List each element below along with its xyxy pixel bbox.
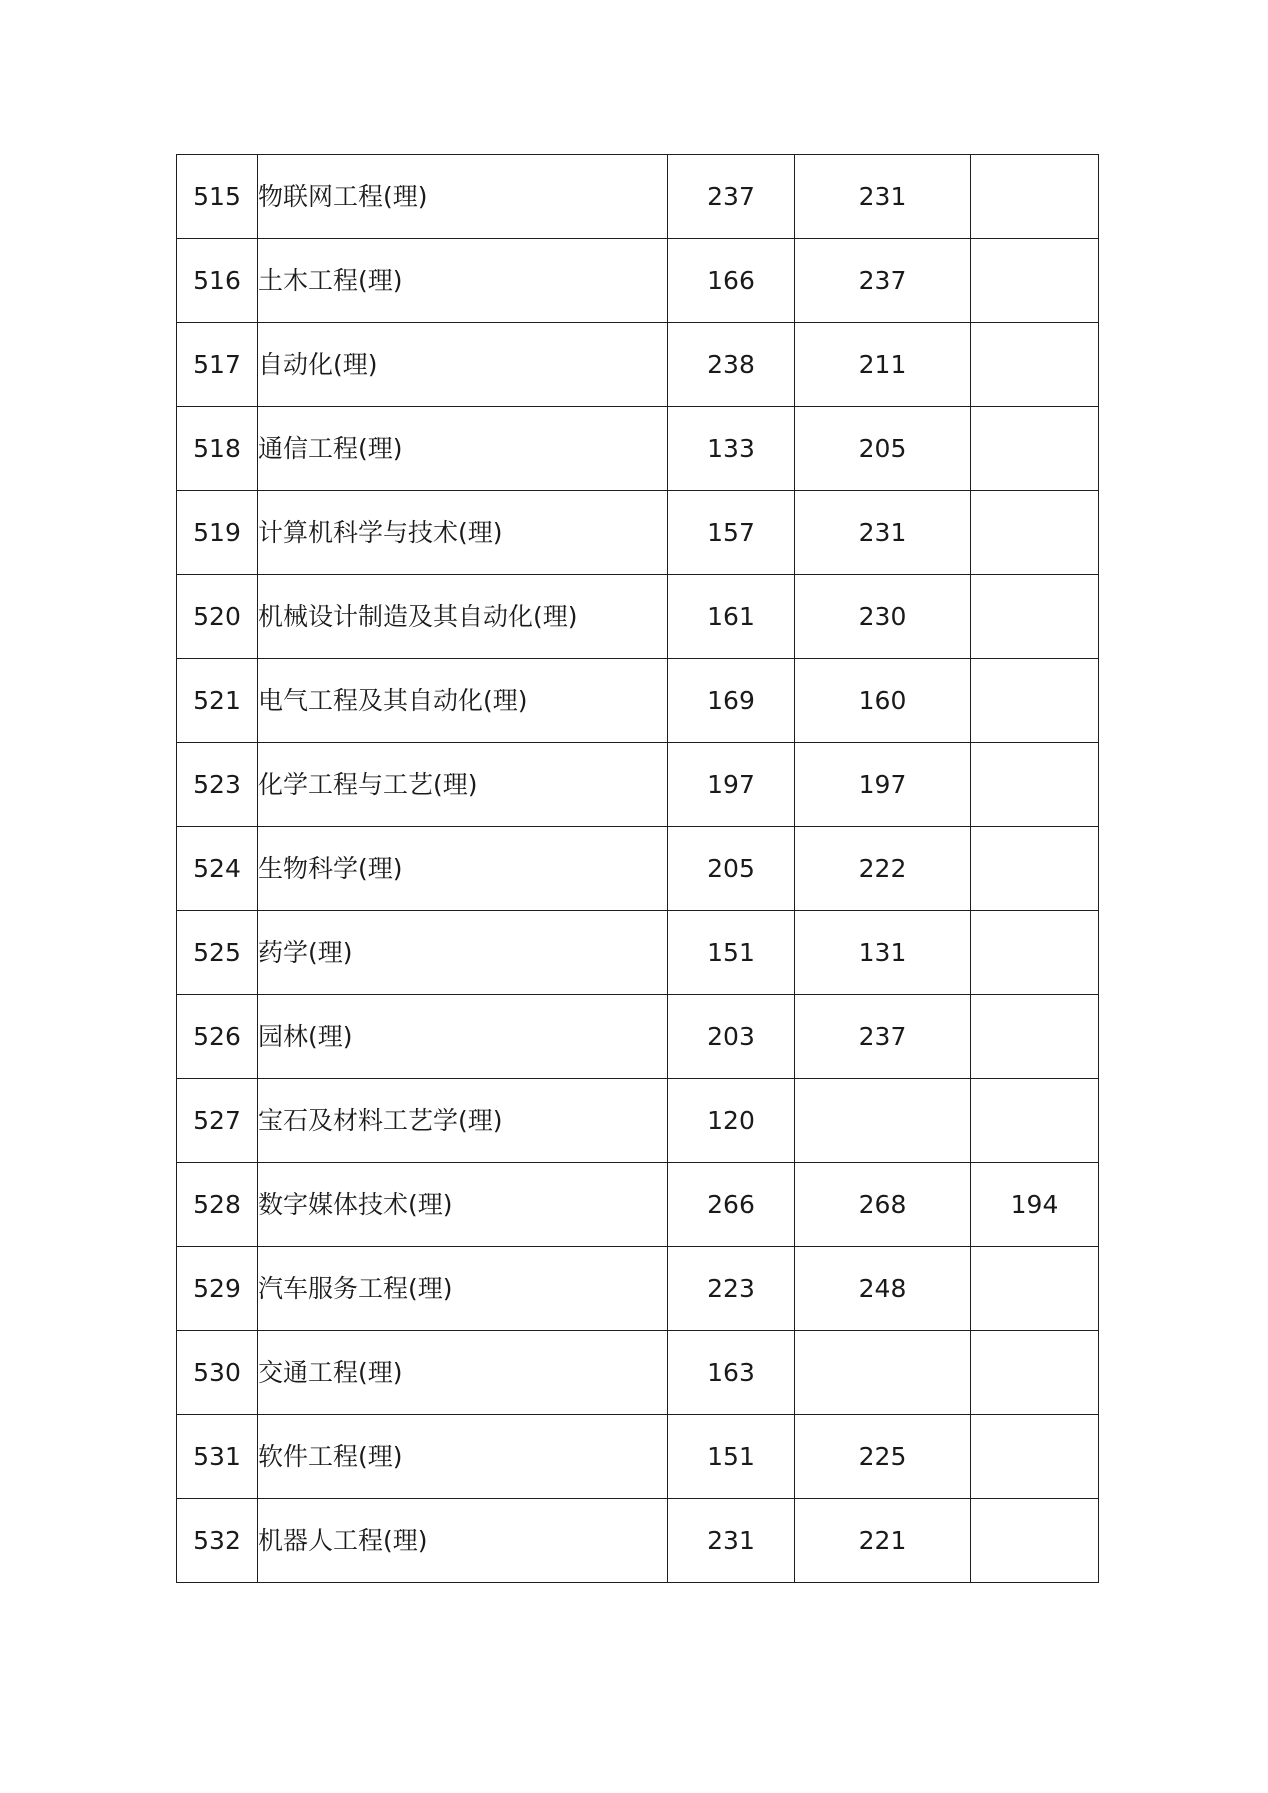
major-name-cell: 电气工程及其自动化(理) xyxy=(258,659,668,743)
table-row xyxy=(177,323,1099,407)
score-2-cell: 160 xyxy=(795,659,971,743)
score-3-cell xyxy=(971,323,1099,407)
major-code-cell: 527 xyxy=(177,1079,258,1163)
score-1-cell: 238 xyxy=(668,323,795,407)
score-3-cell xyxy=(971,827,1099,911)
table-row xyxy=(177,239,1099,323)
table-row xyxy=(177,1079,1099,1163)
score-3-cell xyxy=(971,575,1099,659)
score-1-cell: 161 xyxy=(668,575,795,659)
score-2-cell: 222 xyxy=(795,827,971,911)
score-table xyxy=(176,154,1099,1583)
major-code-cell: 523 xyxy=(177,743,258,827)
major-name-cell: 生物科学(理) xyxy=(258,827,668,911)
score-3-cell xyxy=(971,1079,1099,1163)
score-1-cell: 169 xyxy=(668,659,795,743)
major-code-cell: 524 xyxy=(177,827,258,911)
major-code-cell: 515 xyxy=(177,155,258,239)
major-code-cell: 518 xyxy=(177,407,258,491)
score-3-cell xyxy=(971,155,1099,239)
major-code-cell: 517 xyxy=(177,323,258,407)
score-2-cell: 225 xyxy=(795,1415,971,1499)
score-1-cell: 203 xyxy=(668,995,795,1079)
score-1-cell: 133 xyxy=(668,407,795,491)
table-row xyxy=(177,827,1099,911)
major-name-cell: 软件工程(理) xyxy=(258,1415,668,1499)
major-name-cell: 自动化(理) xyxy=(258,323,668,407)
score-1-cell: 266 xyxy=(668,1163,795,1247)
score-3-cell xyxy=(971,491,1099,575)
major-name-cell: 机器人工程(理) xyxy=(258,1499,668,1583)
major-name-cell: 宝石及材料工艺学(理) xyxy=(258,1079,668,1163)
table-row xyxy=(177,743,1099,827)
major-name-cell: 汽车服务工程(理) xyxy=(258,1247,668,1331)
score-2-cell: 237 xyxy=(795,995,971,1079)
score-2-cell: 221 xyxy=(795,1499,971,1583)
score-3-cell xyxy=(971,911,1099,995)
major-code-cell: 519 xyxy=(177,491,258,575)
score-table-body xyxy=(177,155,1099,1583)
table-row xyxy=(177,911,1099,995)
score-2-cell: 197 xyxy=(795,743,971,827)
table-row xyxy=(177,1499,1099,1583)
score-3-cell xyxy=(971,659,1099,743)
table-row xyxy=(177,1247,1099,1331)
score-3-cell xyxy=(971,1415,1099,1499)
score-2-cell: 131 xyxy=(795,911,971,995)
score-1-cell: 205 xyxy=(668,827,795,911)
score-2-cell: 231 xyxy=(795,491,971,575)
major-code-cell: 516 xyxy=(177,239,258,323)
score-1-cell: 151 xyxy=(668,1415,795,1499)
table-row xyxy=(177,491,1099,575)
score-1-cell: 151 xyxy=(668,911,795,995)
major-name-cell: 药学(理) xyxy=(258,911,668,995)
major-name-cell: 通信工程(理) xyxy=(258,407,668,491)
table-row xyxy=(177,659,1099,743)
major-name-cell: 土木工程(理) xyxy=(258,239,668,323)
score-2-cell: 205 xyxy=(795,407,971,491)
score-2-cell: 248 xyxy=(795,1247,971,1331)
score-3-cell xyxy=(971,995,1099,1079)
table-row xyxy=(177,407,1099,491)
score-3-cell xyxy=(971,1331,1099,1415)
major-code-cell: 520 xyxy=(177,575,258,659)
score-2-cell: 237 xyxy=(795,239,971,323)
major-name-cell: 计算机科学与技术(理) xyxy=(258,491,668,575)
major-name-cell: 化学工程与工艺(理) xyxy=(258,743,668,827)
major-code-cell: 525 xyxy=(177,911,258,995)
table-row xyxy=(177,1415,1099,1499)
score-2-cell: 231 xyxy=(795,155,971,239)
score-1-cell: 163 xyxy=(668,1331,795,1415)
score-2-cell: 268 xyxy=(795,1163,971,1247)
major-name-cell: 交通工程(理) xyxy=(258,1331,668,1415)
major-code-cell: 528 xyxy=(177,1163,258,1247)
table-row xyxy=(177,155,1099,239)
score-1-cell: 237 xyxy=(668,155,795,239)
major-code-cell: 530 xyxy=(177,1331,258,1415)
major-name-cell: 园林(理) xyxy=(258,995,668,1079)
major-name-cell: 物联网工程(理) xyxy=(258,155,668,239)
score-1-cell: 120 xyxy=(668,1079,795,1163)
major-code-cell: 532 xyxy=(177,1499,258,1583)
score-1-cell: 166 xyxy=(668,239,795,323)
major-code-cell: 529 xyxy=(177,1247,258,1331)
major-code-cell: 531 xyxy=(177,1415,258,1499)
score-2-cell xyxy=(795,1079,971,1163)
score-3-cell xyxy=(971,1499,1099,1583)
score-3-cell: 194 xyxy=(971,1163,1099,1247)
table-row xyxy=(177,1163,1099,1247)
score-3-cell xyxy=(971,743,1099,827)
score-2-cell: 230 xyxy=(795,575,971,659)
major-code-cell: 521 xyxy=(177,659,258,743)
score-1-cell: 223 xyxy=(668,1247,795,1331)
table-row xyxy=(177,575,1099,659)
major-name-cell: 数字媒体技术(理) xyxy=(258,1163,668,1247)
score-2-cell: 211 xyxy=(795,323,971,407)
score-1-cell: 197 xyxy=(668,743,795,827)
score-3-cell xyxy=(971,407,1099,491)
table-row xyxy=(177,1331,1099,1415)
major-code-cell: 526 xyxy=(177,995,258,1079)
table-row xyxy=(177,995,1099,1079)
score-1-cell: 157 xyxy=(668,491,795,575)
major-name-cell: 机械设计制造及其自动化(理) xyxy=(258,575,668,659)
score-1-cell: 231 xyxy=(668,1499,795,1583)
score-3-cell xyxy=(971,1247,1099,1331)
score-3-cell xyxy=(971,239,1099,323)
score-2-cell xyxy=(795,1331,971,1415)
